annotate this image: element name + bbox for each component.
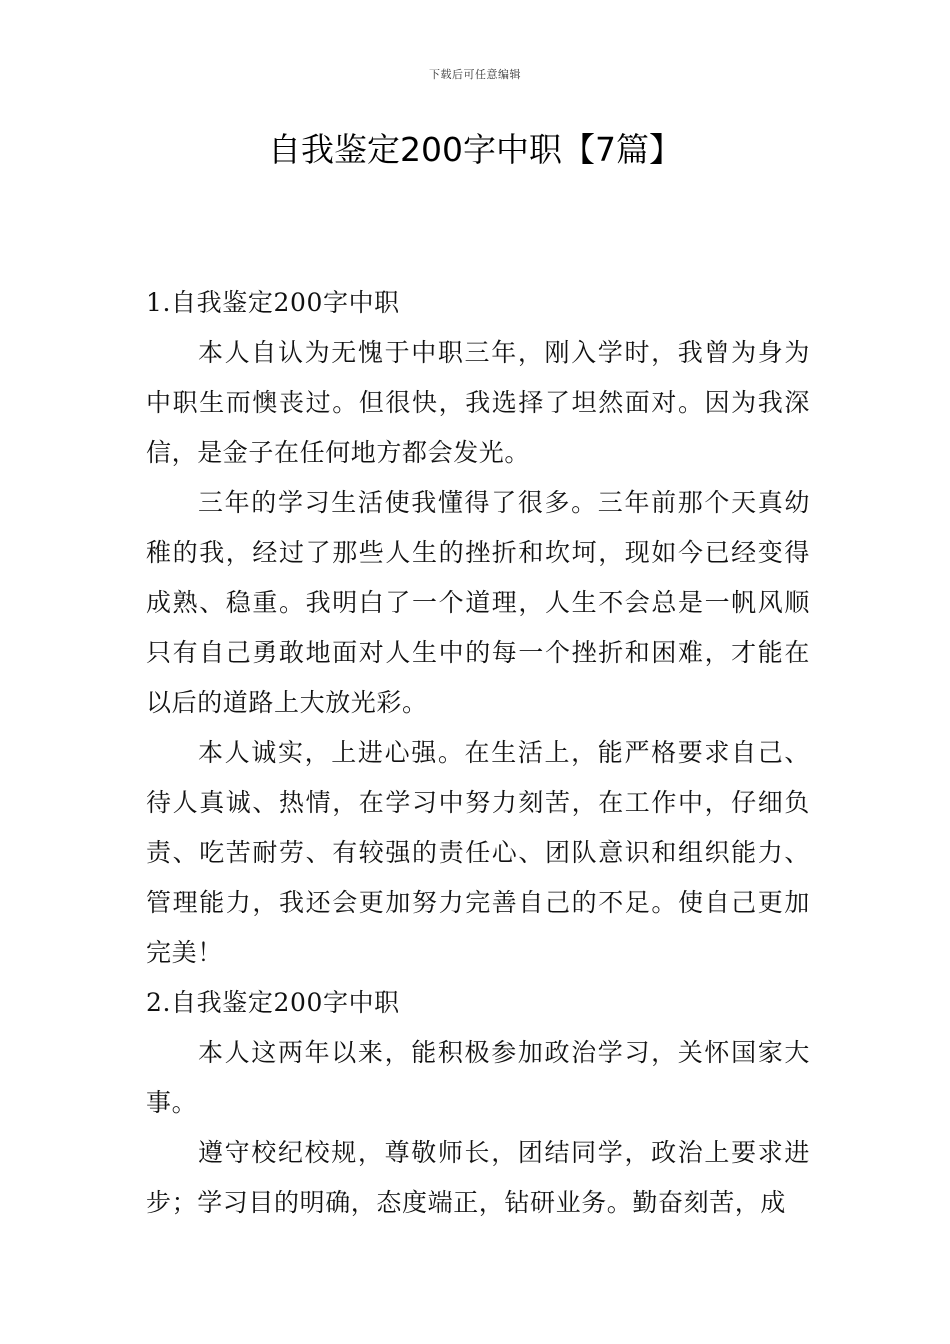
paragraph: 本人自认为无愧于中职三年，刚入学时，我曾为身为中职生而懊丧过。但很快，我选择了坦然面对。因为我深信，是金子在任何地方都会发光。	[146, 338, 810, 467]
document-body	[146, 278, 810, 1228]
paragraph: 本人诚实，上进心强。在生活上，能严格要求自己、待人真诚、热情，在学习中努力刻苦，在工作中，仔细负责、吃苦耐劳、有较强的责任心、团队意识和组织能力、管理能力，我还会更加努力完善自己的不足。使自己更加完美！	[146, 738, 810, 967]
paragraph: 本人这两年以来，能积极参加政治学习，关怀国家大事。	[146, 1038, 810, 1117]
section-heading-1: 1.自我鉴定200字中职	[146, 288, 400, 317]
header-note: 下载后可任意编辑	[429, 68, 521, 81]
section-heading-2: 2.自我鉴定200字中职	[146, 988, 400, 1017]
paragraph: 三年的学习生活使我懂得了很多。三年前那个天真幼稚的我，经过了那些人生的挫折和坎坷，现如今已经变得成熟、稳重。我明白了一个道理，人生不会总是一帆风顺只有自己勇敢地面对人生中的每一个挫折和困难，才能在以后的道路上大放光彩。	[146, 488, 810, 717]
document-title: 自我鉴定200字中职【7篇】	[268, 130, 682, 169]
paragraph: 遵守校纪校规，尊敬师长，团结同学，政治上要求进步；学习目的明确，态度端正，钻研业务。勤奋刻苦，成	[146, 1138, 810, 1217]
